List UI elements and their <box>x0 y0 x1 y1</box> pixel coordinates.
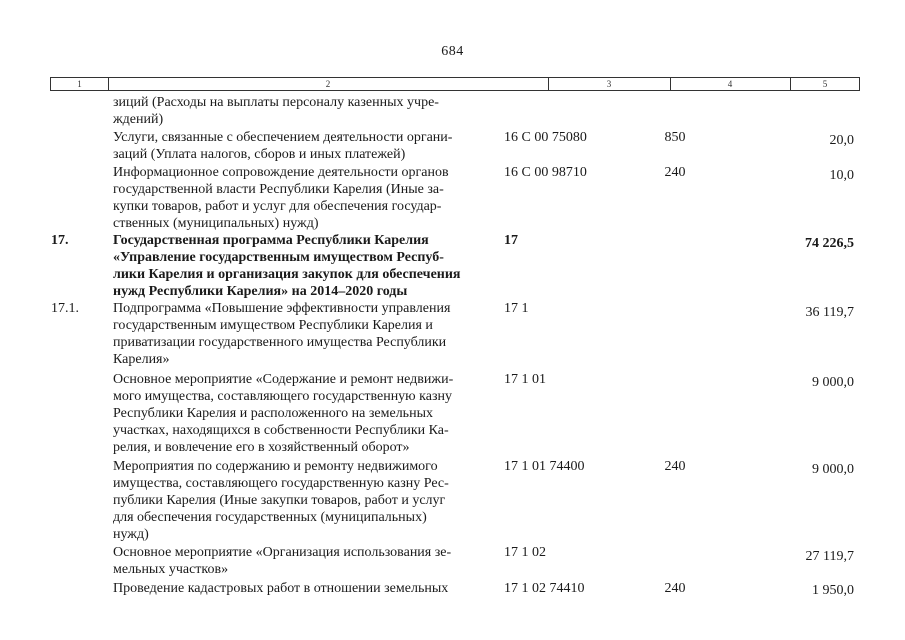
description-line: Подпрограмма «Повышение эффективности управления <box>113 301 451 316</box>
row-code: 17 <box>504 233 518 248</box>
page-number: 684 <box>441 44 464 59</box>
row-code: 17 1 02 74410 <box>504 581 585 596</box>
description-line: нужд) <box>113 527 149 542</box>
column-header-5: 5 <box>822 79 828 89</box>
description-line: Карелия» <box>113 352 170 367</box>
description-line: ственных (муниципальных) нужд) <box>113 216 319 231</box>
description-line: ждений) <box>113 112 164 127</box>
row-amount: 10,0 <box>829 168 854 183</box>
row-expense-type: 850 <box>664 130 686 145</box>
description-line: Республики Карелия и расположенного на земельных <box>113 406 433 421</box>
description-line: купки товаров, работ и услуг для обеспечения государ- <box>113 199 442 214</box>
row-description <box>113 94 497 128</box>
description-line: зиций (Расходы на выплаты персоналу казенных учре- <box>113 95 439 110</box>
row-amount: 36 119,7 <box>805 305 854 320</box>
row-code: 17 1 01 74400 <box>504 459 585 474</box>
description-line: Информационное сопровождение деятельности органов <box>113 165 449 180</box>
row-code: 17 1 02 <box>504 545 546 560</box>
description-line: Основное мероприятие «Содержание и ремонт недвижи- <box>113 372 454 387</box>
description-line: нужд Республики Карелия» на 2014–2020 годы <box>113 284 408 299</box>
row-number: 17.1. <box>51 301 79 316</box>
description-line: релия, и вовлечение его в хозяйственный оборот» <box>113 440 410 455</box>
description-line: Государственная программа Республики Карелия <box>113 233 429 248</box>
column-header-4: 4 <box>727 79 733 89</box>
row-description <box>113 580 497 597</box>
row-amount: 74 226,5 <box>805 236 854 251</box>
row-amount: 1 950,0 <box>812 583 854 598</box>
description-line: Услуги, связанные с обеспечением деятельности органи- <box>113 130 453 145</box>
description-line: мельных участков» <box>113 562 229 577</box>
column-header-row <box>50 77 860 91</box>
row-description <box>113 232 497 300</box>
row-code: 16 С 00 75080 <box>504 130 587 145</box>
row-code: 17 1 01 <box>504 372 546 387</box>
row-amount: 9 000,0 <box>812 375 854 390</box>
row-description <box>113 371 497 456</box>
row-amount: 27 119,7 <box>805 549 854 564</box>
column-header-2: 2 <box>325 79 331 89</box>
description-line: приватизации государственного имущества Республики <box>113 335 447 350</box>
row-description <box>113 458 497 543</box>
row-code: 17 1 <box>504 301 529 316</box>
row-code: 16 С 00 98710 <box>504 165 587 180</box>
description-line: лики Карелия и организация закупок для обеспечения <box>113 267 461 282</box>
description-line: имущества, составляющего государственную казну Рес- <box>113 476 449 491</box>
row-expense-type: 240 <box>664 459 686 474</box>
description-line: Проведение кадастровых работ в отношении земельных <box>113 581 449 596</box>
row-description <box>113 164 497 232</box>
description-line: участках, находящихся в собственности Республики Ка- <box>113 423 449 438</box>
row-description <box>113 300 497 368</box>
row-description <box>113 544 497 578</box>
description-line: Мероприятия по содержанию и ремонту недвижимого <box>113 459 438 474</box>
column-header-1: 1 <box>77 79 82 89</box>
row-description <box>113 129 497 163</box>
column-header-3: 3 <box>606 79 612 89</box>
description-line: государственной власти Республики Карелия (Иные за- <box>113 182 444 197</box>
description-line: публики Карелия (Иные закупки товаров, работ и услуг <box>113 493 446 508</box>
description-line: «Управление государственным имуществом Респуб- <box>113 250 444 265</box>
description-line: заций (Уплата налогов, сборов и иных платежей) <box>113 147 406 162</box>
description-line: для обеспечения государственных (муниципальных) <box>113 510 427 525</box>
row-expense-type: 240 <box>664 165 686 180</box>
row-amount: 20,0 <box>829 133 854 148</box>
row-number: 17. <box>51 233 69 248</box>
description-line: государственным имуществом Республики Карелия и <box>113 318 433 333</box>
row-expense-type: 240 <box>664 581 686 596</box>
description-line: мого имущества, составляющего государственную казну <box>113 389 452 404</box>
description-line: Основное мероприятие «Организация использования зе- <box>113 545 452 560</box>
row-amount: 9 000,0 <box>812 462 854 477</box>
